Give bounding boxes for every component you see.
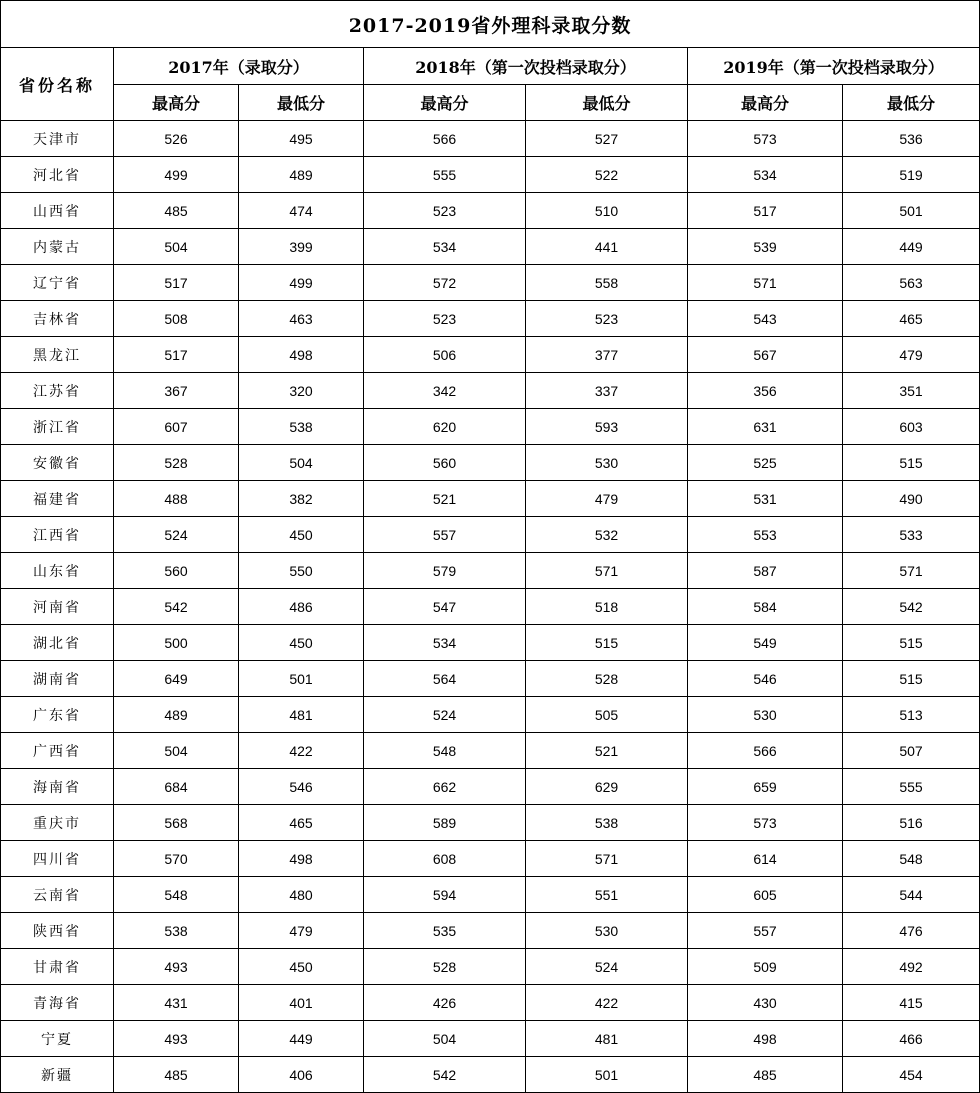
score-cell-min-2018: 532 <box>526 517 688 553</box>
score-cell-max-2019: 573 <box>688 805 843 841</box>
table-row <box>1 733 980 769</box>
score-cell-max-2018: 534 <box>364 625 526 661</box>
province-name-cell: 浙江省 <box>1 409 114 445</box>
score-cell-max-2017: 485 <box>114 193 239 229</box>
score-cell-max-2017: 517 <box>114 337 239 373</box>
min-header-2018: 最低分 <box>526 85 688 121</box>
score-cell-max-2018: 564 <box>364 661 526 697</box>
table-title: 2017-2019省外理科录取分数 <box>1 1 980 48</box>
score-cell-max-2018: 557 <box>364 517 526 553</box>
province-name-cell: 广东省 <box>1 697 114 733</box>
score-cell-max-2019: 430 <box>688 985 843 1021</box>
score-cell-max-2019: 567 <box>688 337 843 373</box>
score-cell-max-2017: 485 <box>114 1057 239 1093</box>
table-row <box>1 157 980 193</box>
province-name-cell: 陕西省 <box>1 913 114 949</box>
score-cell-min-2018: 558 <box>526 265 688 301</box>
score-cell-max-2019: 531 <box>688 481 843 517</box>
table-row <box>1 265 980 301</box>
score-cell-min-2017: 495 <box>239 121 364 157</box>
score-cell-max-2019: 553 <box>688 517 843 553</box>
province-name-cell: 黑龙江 <box>1 337 114 373</box>
max-header-2019: 最高分 <box>688 85 843 121</box>
province-name-cell: 宁夏 <box>1 1021 114 1057</box>
score-cell-max-2018: 662 <box>364 769 526 805</box>
score-cell-max-2018: 579 <box>364 553 526 589</box>
score-cell-min-2017: 320 <box>239 373 364 409</box>
score-cell-min-2019: 536 <box>843 121 980 157</box>
table-row <box>1 841 980 877</box>
province-name-cell: 福建省 <box>1 481 114 517</box>
score-cell-min-2018: 571 <box>526 553 688 589</box>
score-cell-min-2017: 406 <box>239 1057 364 1093</box>
province-name-cell: 内蒙古 <box>1 229 114 265</box>
score-cell-min-2019: 507 <box>843 733 980 769</box>
score-cell-min-2018: 479 <box>526 481 688 517</box>
province-name-cell: 江西省 <box>1 517 114 553</box>
table-row <box>1 517 980 553</box>
score-cell-min-2019: 351 <box>843 373 980 409</box>
score-cell-max-2017: 499 <box>114 157 239 193</box>
score-cell-min-2019: 548 <box>843 841 980 877</box>
year-header-2019: 2019年（第一次投档录取分） <box>688 48 980 85</box>
province-name-cell: 河南省 <box>1 589 114 625</box>
score-cell-max-2018: 589 <box>364 805 526 841</box>
score-cell-min-2017: 499 <box>239 265 364 301</box>
score-cell-max-2017: 431 <box>114 985 239 1021</box>
score-cell-max-2019: 605 <box>688 877 843 913</box>
table-row <box>1 769 980 805</box>
score-cell-min-2018: 518 <box>526 589 688 625</box>
score-cell-min-2019: 479 <box>843 337 980 373</box>
score-cell-max-2017: 488 <box>114 481 239 517</box>
province-name-cell: 天津市 <box>1 121 114 157</box>
table-row <box>1 481 980 517</box>
score-cell-max-2019: 557 <box>688 913 843 949</box>
province-header: 省份名称 <box>1 48 114 121</box>
province-name-cell: 吉林省 <box>1 301 114 337</box>
score-cell-max-2017: 570 <box>114 841 239 877</box>
score-cell-min-2017: 504 <box>239 445 364 481</box>
score-cell-min-2017: 498 <box>239 337 364 373</box>
score-cell-max-2019: 530 <box>688 697 843 733</box>
score-cell-min-2019: 513 <box>843 697 980 733</box>
score-cell-max-2018: 535 <box>364 913 526 949</box>
province-name-cell: 山东省 <box>1 553 114 589</box>
score-cell-max-2018: 594 <box>364 877 526 913</box>
score-cell-max-2017: 517 <box>114 265 239 301</box>
score-cell-max-2018: 566 <box>364 121 526 157</box>
score-cell-min-2018: 510 <box>526 193 688 229</box>
score-cell-max-2017: 508 <box>114 301 239 337</box>
score-cell-max-2019: 571 <box>688 265 843 301</box>
score-cell-min-2017: 450 <box>239 517 364 553</box>
score-cell-min-2017: 498 <box>239 841 364 877</box>
score-cell-max-2018: 523 <box>364 301 526 337</box>
score-cell-min-2018: 530 <box>526 913 688 949</box>
score-cell-min-2017: 474 <box>239 193 364 229</box>
score-cell-max-2018: 528 <box>364 949 526 985</box>
score-cell-max-2018: 560 <box>364 445 526 481</box>
table-row <box>1 301 980 337</box>
min-header-2019: 最低分 <box>843 85 980 121</box>
score-cell-min-2019: 533 <box>843 517 980 553</box>
score-cell-min-2018: 515 <box>526 625 688 661</box>
province-name-cell: 云南省 <box>1 877 114 913</box>
score-cell-min-2019: 603 <box>843 409 980 445</box>
score-cell-min-2017: 479 <box>239 913 364 949</box>
score-cell-min-2017: 399 <box>239 229 364 265</box>
score-cell-max-2019: 534 <box>688 157 843 193</box>
score-cell-max-2017: 504 <box>114 733 239 769</box>
score-cell-max-2017: 493 <box>114 1021 239 1057</box>
score-cell-max-2019: 498 <box>688 1021 843 1057</box>
score-cell-min-2019: 465 <box>843 301 980 337</box>
score-cell-min-2019: 544 <box>843 877 980 913</box>
score-cell-max-2019: 614 <box>688 841 843 877</box>
score-cell-max-2017: 607 <box>114 409 239 445</box>
score-cell-min-2018: 538 <box>526 805 688 841</box>
table-row <box>1 913 980 949</box>
score-cell-min-2017: 546 <box>239 769 364 805</box>
score-cell-min-2017: 401 <box>239 985 364 1021</box>
province-name-cell: 四川省 <box>1 841 114 877</box>
score-cell-min-2018: 527 <box>526 121 688 157</box>
score-cell-max-2019: 587 <box>688 553 843 589</box>
province-name-cell: 山西省 <box>1 193 114 229</box>
score-cell-min-2019: 555 <box>843 769 980 805</box>
score-cell-min-2017: 481 <box>239 697 364 733</box>
min-header-2017: 最低分 <box>239 85 364 121</box>
table-row <box>1 445 980 481</box>
score-cell-max-2018: 506 <box>364 337 526 373</box>
score-cell-min-2018: 571 <box>526 841 688 877</box>
table-row <box>1 697 980 733</box>
score-cell-min-2018: 530 <box>526 445 688 481</box>
score-cell-min-2017: 450 <box>239 949 364 985</box>
score-cell-max-2017: 500 <box>114 625 239 661</box>
score-cell-max-2018: 548 <box>364 733 526 769</box>
table-row <box>1 985 980 1021</box>
score-cell-min-2017: 501 <box>239 661 364 697</box>
score-cell-max-2017: 548 <box>114 877 239 913</box>
score-cell-min-2018: 422 <box>526 985 688 1021</box>
province-name-cell: 湖北省 <box>1 625 114 661</box>
score-cell-min-2019: 492 <box>843 949 980 985</box>
province-name-cell: 湖南省 <box>1 661 114 697</box>
score-cell-max-2017: 526 <box>114 121 239 157</box>
table-row <box>1 625 980 661</box>
max-header-2018: 最高分 <box>364 85 526 121</box>
score-cell-min-2019: 516 <box>843 805 980 841</box>
score-cell-min-2018: 522 <box>526 157 688 193</box>
score-cell-min-2019: 515 <box>843 445 980 481</box>
table-row <box>1 661 980 697</box>
score-cell-max-2018: 534 <box>364 229 526 265</box>
score-cell-min-2018: 337 <box>526 373 688 409</box>
score-cell-max-2017: 489 <box>114 697 239 733</box>
score-cell-min-2017: 382 <box>239 481 364 517</box>
score-cell-min-2018: 441 <box>526 229 688 265</box>
score-cell-min-2019: 454 <box>843 1057 980 1093</box>
score-cell-min-2018: 501 <box>526 1057 688 1093</box>
score-cell-max-2017: 542 <box>114 589 239 625</box>
score-cell-max-2019: 584 <box>688 589 843 625</box>
table-row <box>1 1021 980 1057</box>
score-cell-max-2019: 573 <box>688 121 843 157</box>
year-header-2018: 2018年（第一次投档录取分） <box>364 48 688 85</box>
score-cell-max-2017: 493 <box>114 949 239 985</box>
score-cell-min-2019: 542 <box>843 589 980 625</box>
score-cell-min-2018: 521 <box>526 733 688 769</box>
score-cell-max-2018: 523 <box>364 193 526 229</box>
score-cell-max-2019: 546 <box>688 661 843 697</box>
score-cell-max-2017: 538 <box>114 913 239 949</box>
score-cell-max-2019: 549 <box>688 625 843 661</box>
score-cell-max-2018: 426 <box>364 985 526 1021</box>
score-cell-max-2018: 620 <box>364 409 526 445</box>
score-cell-min-2018: 528 <box>526 661 688 697</box>
score-cell-max-2017: 524 <box>114 517 239 553</box>
score-cell-min-2019: 476 <box>843 913 980 949</box>
score-cell-max-2019: 356 <box>688 373 843 409</box>
score-cell-max-2019: 485 <box>688 1057 843 1093</box>
score-cell-max-2019: 539 <box>688 229 843 265</box>
province-name-cell: 甘肃省 <box>1 949 114 985</box>
table-row <box>1 121 980 157</box>
score-cell-min-2017: 463 <box>239 301 364 337</box>
year-header-2017: 2017年（录取分） <box>114 48 364 85</box>
score-cell-min-2019: 415 <box>843 985 980 1021</box>
score-cell-max-2018: 547 <box>364 589 526 625</box>
province-name-cell: 重庆市 <box>1 805 114 841</box>
table-row <box>1 373 980 409</box>
score-cell-min-2018: 481 <box>526 1021 688 1057</box>
table-row <box>1 409 980 445</box>
score-cell-max-2017: 649 <box>114 661 239 697</box>
score-cell-max-2019: 517 <box>688 193 843 229</box>
score-cell-min-2019: 519 <box>843 157 980 193</box>
score-cell-min-2019: 515 <box>843 661 980 697</box>
max-header-2017: 最高分 <box>114 85 239 121</box>
province-name-cell: 辽宁省 <box>1 265 114 301</box>
score-cell-min-2019: 563 <box>843 265 980 301</box>
score-cell-max-2017: 367 <box>114 373 239 409</box>
score-cell-max-2018: 555 <box>364 157 526 193</box>
score-cell-min-2019: 466 <box>843 1021 980 1057</box>
score-cell-min-2019: 571 <box>843 553 980 589</box>
score-cell-min-2018: 551 <box>526 877 688 913</box>
table-row <box>1 949 980 985</box>
score-cell-max-2019: 509 <box>688 949 843 985</box>
province-name-cell: 海南省 <box>1 769 114 805</box>
score-cell-max-2019: 525 <box>688 445 843 481</box>
score-cell-min-2017: 450 <box>239 625 364 661</box>
score-cell-min-2017: 449 <box>239 1021 364 1057</box>
table-row <box>1 193 980 229</box>
score-cell-min-2017: 465 <box>239 805 364 841</box>
score-cell-max-2019: 566 <box>688 733 843 769</box>
score-cell-min-2018: 505 <box>526 697 688 733</box>
score-cell-min-2018: 629 <box>526 769 688 805</box>
table-row <box>1 553 980 589</box>
score-cell-max-2017: 568 <box>114 805 239 841</box>
table-body <box>1 121 980 1093</box>
province-name-cell: 安徽省 <box>1 445 114 481</box>
score-cell-min-2018: 377 <box>526 337 688 373</box>
score-cell-min-2017: 480 <box>239 877 364 913</box>
score-cell-min-2018: 593 <box>526 409 688 445</box>
score-cell-max-2018: 504 <box>364 1021 526 1057</box>
score-cell-min-2017: 422 <box>239 733 364 769</box>
province-name-cell: 江苏省 <box>1 373 114 409</box>
score-cell-max-2018: 542 <box>364 1057 526 1093</box>
score-cell-max-2019: 631 <box>688 409 843 445</box>
province-name-cell: 广西省 <box>1 733 114 769</box>
table-row <box>1 337 980 373</box>
score-cell-max-2018: 521 <box>364 481 526 517</box>
score-cell-max-2019: 543 <box>688 301 843 337</box>
score-cell-max-2017: 684 <box>114 769 239 805</box>
score-cell-min-2019: 449 <box>843 229 980 265</box>
score-cell-max-2018: 572 <box>364 265 526 301</box>
score-cell-min-2019: 515 <box>843 625 980 661</box>
score-cell-max-2017: 528 <box>114 445 239 481</box>
score-cell-max-2017: 560 <box>114 553 239 589</box>
score-cell-min-2019: 501 <box>843 193 980 229</box>
score-cell-max-2018: 608 <box>364 841 526 877</box>
score-cell-min-2017: 489 <box>239 157 364 193</box>
table-row <box>1 589 980 625</box>
table-row <box>1 229 980 265</box>
province-name-cell: 河北省 <box>1 157 114 193</box>
score-cell-min-2019: 490 <box>843 481 980 517</box>
score-cell-min-2017: 538 <box>239 409 364 445</box>
table-row <box>1 1057 980 1093</box>
score-cell-min-2018: 523 <box>526 301 688 337</box>
table-row <box>1 805 980 841</box>
table-row <box>1 877 980 913</box>
province-name-cell: 新疆 <box>1 1057 114 1093</box>
score-cell-min-2018: 524 <box>526 949 688 985</box>
score-cell-max-2018: 342 <box>364 373 526 409</box>
score-cell-min-2017: 550 <box>239 553 364 589</box>
score-cell-min-2017: 486 <box>239 589 364 625</box>
score-cell-max-2017: 504 <box>114 229 239 265</box>
province-name-cell: 青海省 <box>1 985 114 1021</box>
score-cell-max-2019: 659 <box>688 769 843 805</box>
score-cell-max-2018: 524 <box>364 697 526 733</box>
